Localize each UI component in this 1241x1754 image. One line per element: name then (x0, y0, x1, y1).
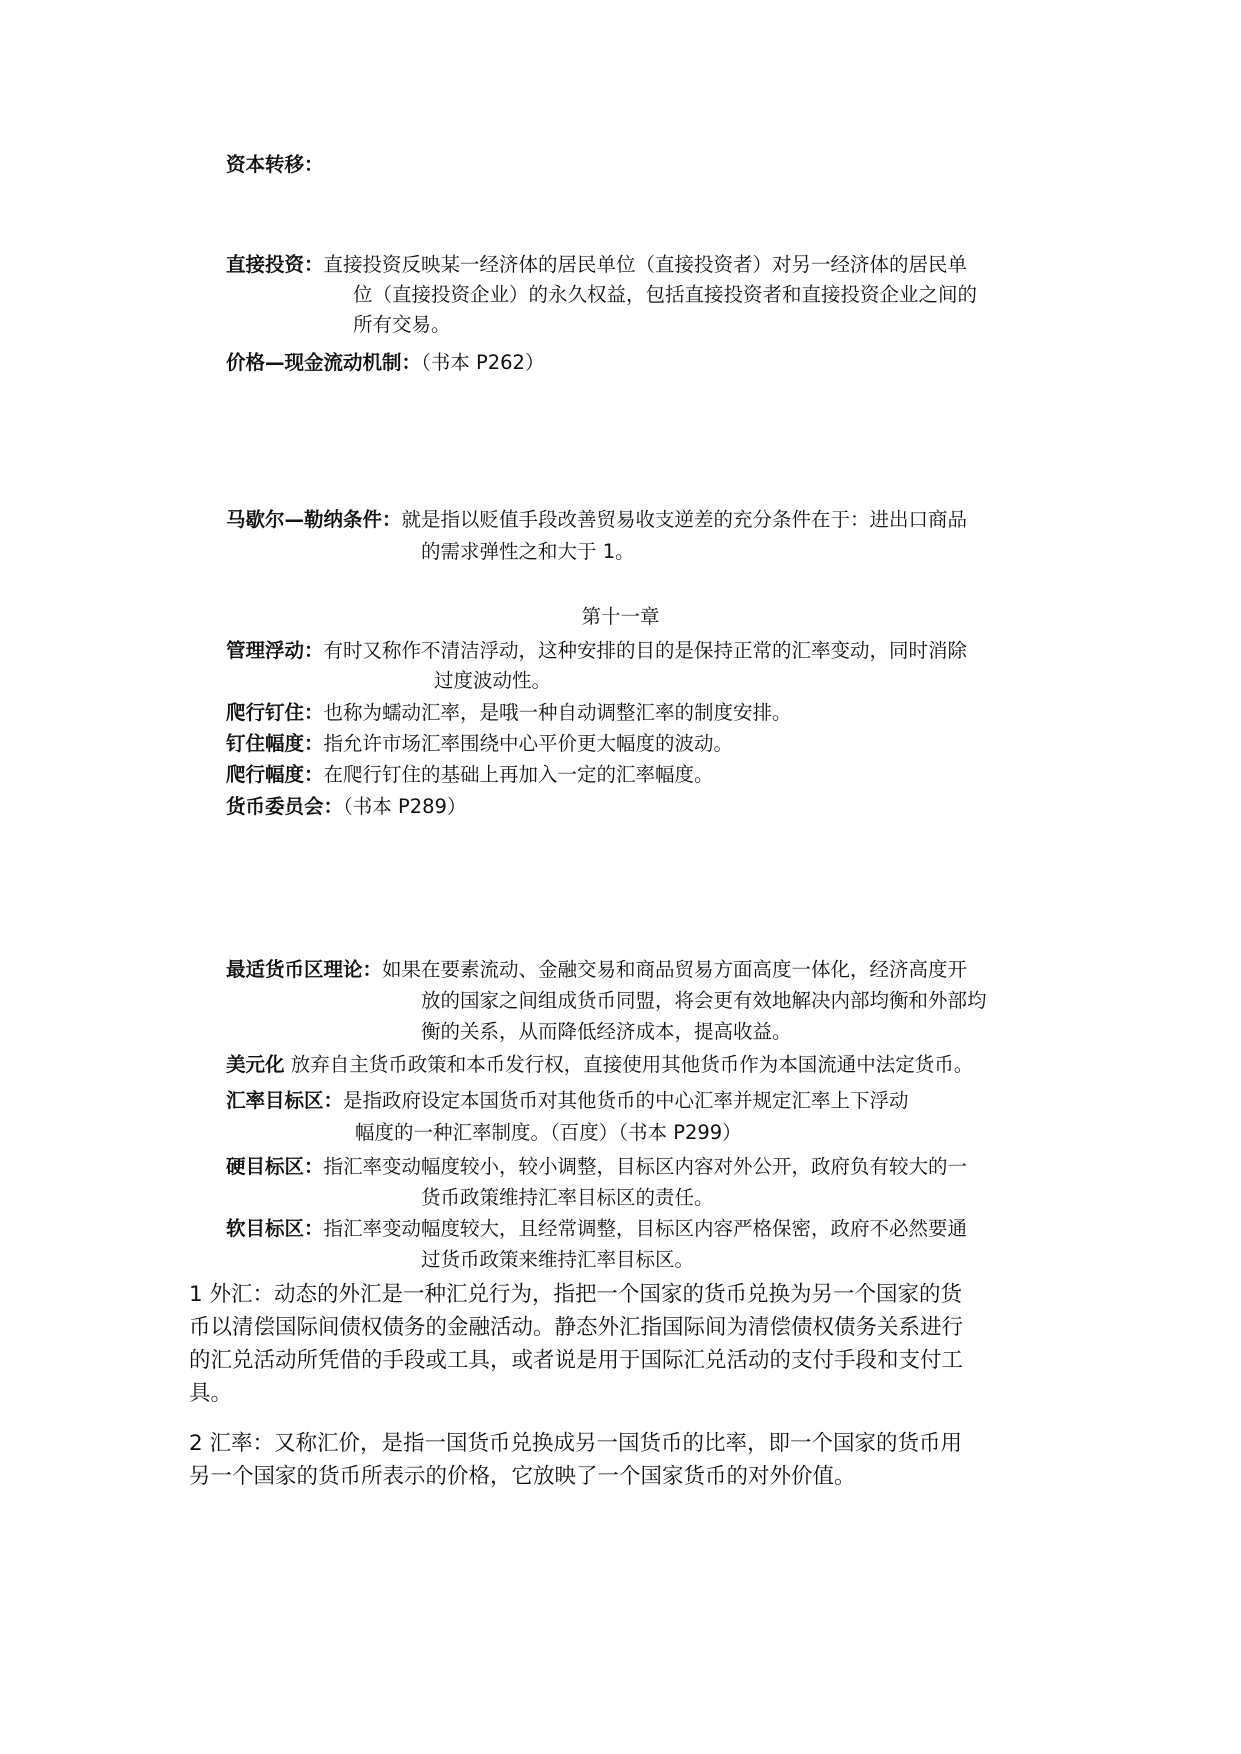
soft-zone-line-2: 过货币政策来维持汇率目标区。 (421, 1248, 695, 1271)
fdi-line-2: 位（直接投资企业）的永久权益，包括直接投资者和直接投资企业之间的 (353, 283, 978, 306)
entry-crawling-band (226, 760, 714, 790)
entry-hard-zone (226, 1152, 967, 1182)
paragraph-forex-line-3: 的汇兑活动所凭借的手段或工具，或者说是用于国际汇兑活动的支付手段和支付工 (189, 1348, 964, 1373)
dollarization-text: 放弃自主货币政策和本币发行权，直接使用其他货币作为本国流通中法定货币。 (290, 1053, 974, 1076)
fdi-line-1: 直接投资反映某一经济体的居民单位（直接投资者）对另一经济体的居民单 (323, 253, 968, 276)
entry-capital-transfer (226, 150, 324, 180)
entry-marshall-lerner (226, 505, 967, 535)
paragraph-forex-line-2: 币以清偿国际间债权债务的金融活动。静态外汇指国际间为清偿债权债务关系进行 (189, 1315, 964, 1340)
peg-band-text: 指允许市场汇率围绕中心平价更大幅度的波动。 (323, 732, 734, 755)
term-peg-band: 钉住幅度： (226, 732, 324, 755)
term-target-zone: 汇率目标区： (226, 1089, 344, 1112)
currency-board-ref: （书本 P289） (343, 795, 467, 818)
paragraph-exchange-rate-line-2: 另一个国家的货币所表示的价格，它放映了一个国家货币的对外价值。 (189, 1464, 856, 1489)
term-crawling-peg: 爬行钉住： (226, 701, 324, 724)
entry-target-zone (226, 1086, 909, 1116)
oca-theory-line-1: 如果在要素流动、金融交易和商品贸易方面高度一体化，经济高度开 (382, 958, 968, 981)
term-managed-float: 管理浮动： (226, 639, 324, 662)
paragraph-exchange-rate-line-1: 2 汇率：又称汇价，是指一国货币兑换成另一国货币的比率，即一个国家的货币用 (189, 1431, 963, 1456)
entry-currency-board (226, 792, 466, 822)
entry-soft-zone (226, 1214, 967, 1244)
term-hard-zone: 硬目标区： (226, 1155, 324, 1178)
entry-oca-theory (226, 955, 967, 985)
term-soft-zone: 软目标区： (226, 1217, 324, 1240)
crawling-band-text: 在爬行钉住的基础上再加入一定的汇率幅度。 (323, 763, 714, 786)
target-zone-line-2: 幅度的一种汇率制度。（百度）（书本 P299） (355, 1121, 742, 1144)
entry-managed-float (226, 636, 967, 666)
entry-crawling-peg (226, 698, 792, 728)
oca-theory-line-2: 放的国家之间组成货币同盟，将会更有效地解决内部均衡和外部均 (421, 989, 987, 1012)
marshall-lerner-line-1: 就是指以贬值手段改善贸易收支逆差的充分条件在于：进出口商品 (401, 508, 968, 531)
term-dollarization: 美元化 (226, 1053, 285, 1076)
entry-fdi (226, 250, 967, 280)
price-specie-ref: （书本 P262） (421, 351, 545, 374)
entry-price-specie (226, 348, 544, 378)
target-zone-line-1: 是指政府设定本国货币对其他货币的中心汇率并规定汇率上下浮动 (343, 1089, 909, 1112)
paragraph-forex-line-1: 1 外汇：动态的外汇是一种汇兑行为，指把一个国家的货币兑换为另一个国家的货 (189, 1282, 963, 1307)
fdi-line-3: 所有交易。 (353, 313, 451, 336)
term-crawling-band: 爬行幅度： (226, 763, 324, 786)
hard-zone-line-2: 货币政策维持汇率目标区的责任。 (421, 1186, 714, 1209)
entry-peg-band (226, 729, 733, 759)
term-fdi: 直接投资： (226, 253, 324, 276)
managed-float-line-2: 过度波动性。 (434, 669, 552, 692)
term-currency-board: 货币委员会： (226, 795, 344, 818)
soft-zone-line-1: 指汇率变动幅度较大，且经常调整，目标区内容严格保密，政府不必然要通 (323, 1217, 968, 1240)
term-marshall-lerner: 马歇尔—勒纳条件： (226, 508, 402, 531)
crawling-peg-text: 也称为蠕动汇率，是哦一种自动调整汇率的制度安排。 (323, 701, 792, 724)
chapter-title: 第十一章 (581, 605, 660, 628)
term-price-specie: 价格—现金流动机制： (226, 351, 422, 374)
term-capital-transfer: 资本转移： (226, 153, 324, 176)
hard-zone-line-1: 指汇率变动幅度较小，较小调整，目标区内容对外公开，政府负有较大的一 (323, 1155, 968, 1178)
term-oca-theory: 最适货币区理论： (226, 958, 383, 981)
entry-dollarization (226, 1050, 973, 1080)
managed-float-line-1: 有时又称作不清洁浮动，这种安排的目的是保持正常的汇率变动，同时消除 (323, 639, 968, 662)
paragraph-forex-line-4: 具。 (189, 1381, 233, 1406)
marshall-lerner-line-2: 的需求弹性之和大于 1。 (421, 540, 635, 563)
oca-theory-line-3: 衡的关系，从而降低经济成本，提高收益。 (421, 1020, 792, 1043)
